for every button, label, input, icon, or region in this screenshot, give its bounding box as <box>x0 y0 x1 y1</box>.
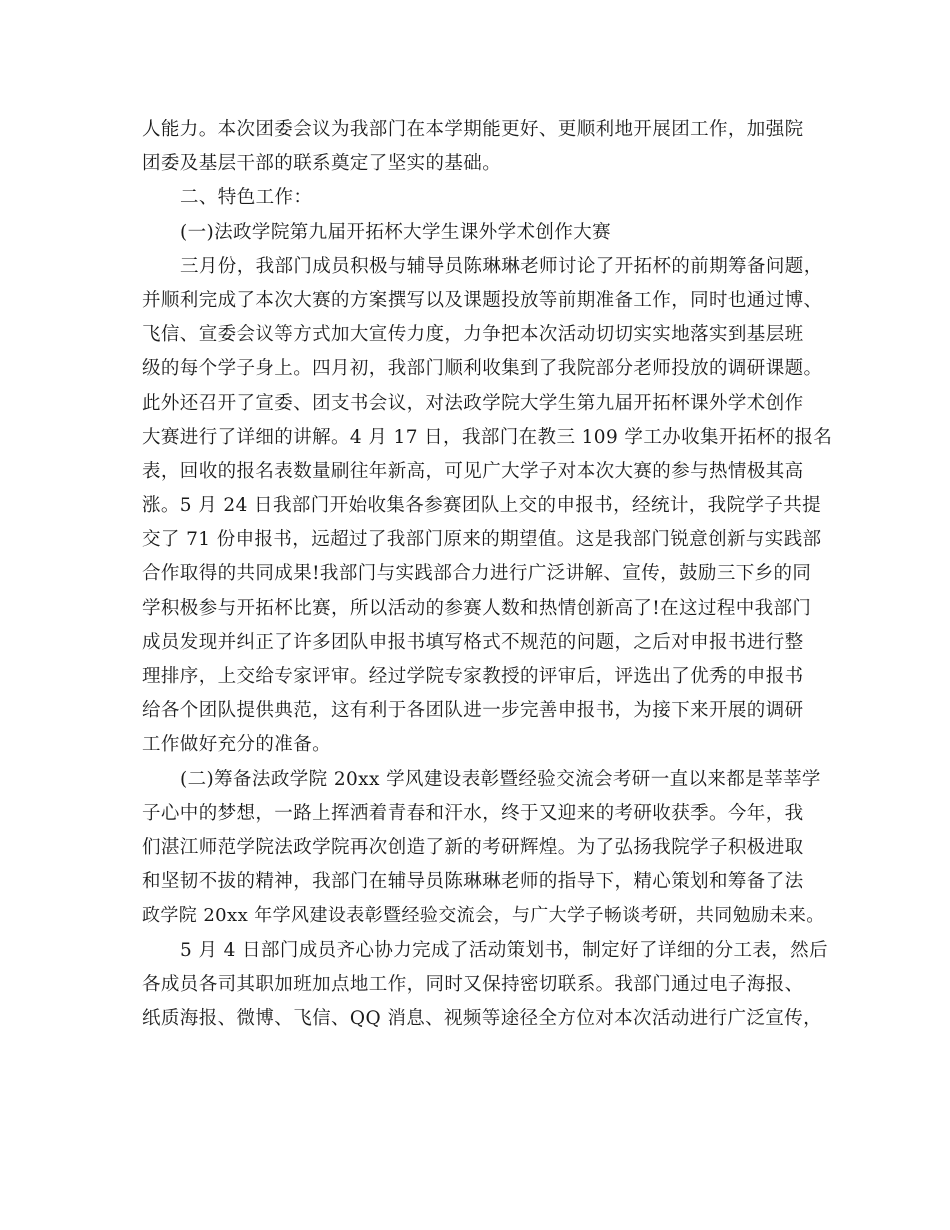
subsection-heading: (二)筹备法政学院 20xx 学风建设表彰暨经验交流会考研一直以来都是莘莘学 <box>180 768 821 790</box>
text-line: 飞信、宣委会议等方式加大宣传力度，力争把本次活动切切实实地落实到基层班 <box>142 324 804 346</box>
text-line: 交了 71 份申报书，远超过了我部门原来的期望值。这是我部门锐意创新与实践部 <box>142 529 822 551</box>
text-line: 给各个团队提供典范，这有利于各团队进一步完善申报书，为接下来开展的调研 <box>142 700 804 722</box>
text-line: 合作取得的共同成果!我部门与实践部合力进行广泛讲解、宣传，鼓励三下乡的同 <box>142 563 812 585</box>
text-line: 5 月 4 日部门成员齐心协力完成了活动策划书，制定好了详细的分工表，然后 <box>180 939 828 961</box>
text-line: 三月份，我部门成员积极与辅导员陈琳琳老师讨论了开拓杯的前期筹备问题， <box>180 255 823 277</box>
text-line: 学积极参与开拓杯比赛，所以活动的参赛人数和热情创新高了!在这过程中我部门 <box>142 597 812 619</box>
text-line: 级的每个学子身上。四月初，我部门顺利收集到了我院部分老师投放的调研课题。 <box>142 358 823 380</box>
text-line: 此外还召开了宣委、团支书会议，对法政学院大学生第九届开拓杯课外学术创作 <box>142 392 804 414</box>
text-line: 和坚韧不拔的精神，我部门在辅导员陈琳琳老师的指导下，精心策划和筹备了法 <box>142 871 804 893</box>
text-line: 政学院 20xx 年学风建设表彰暨经验交流会，与广大学子畅谈考研，共同勉励未来。 <box>142 905 825 927</box>
text-line: 纸质海报、微博、飞信、QQ 消息、视频等途径全方位对本次活动进行广泛宣传， <box>142 1007 823 1029</box>
text-line: 表，回收的报名表数量刷往年新高，可见广大学子对本次大赛的参与热情极其高 <box>142 460 804 482</box>
text-line: 人能力。本次团委会议为我部门在本学期能更好、更顺利地开展团工作，加强院 <box>142 119 804 140</box>
text-line: 各成员各司其职加班加点地工作，同时又保持密切联系。我部门通过电子海报、 <box>142 973 804 995</box>
document-body <box>142 113 832 1036</box>
text-line: 涨。5 月 24 日我部门开始收集各参赛团队上交的申报书，经统计，我院学子共提 <box>142 495 822 517</box>
section-heading: 二、特色工作： <box>180 187 313 209</box>
text-line: 工作做好充分的准备。 <box>142 734 332 756</box>
text-line: 团委及基层干部的联系奠定了坚实的基础。 <box>142 153 502 175</box>
text-line: 大赛进行了详细的讲解。4 月 17 日，我部门在教三 109 学工办收集开拓杯的报名 <box>142 426 833 448</box>
subsection-heading: (一)法政学院第九届开拓杯大学生课外学术创作大赛 <box>180 221 612 243</box>
text-line: 子心中的梦想，一路上挥洒着青春和汗水，终于又迎来的考研收获季。今年，我 <box>142 802 804 824</box>
text-line: 成员发现并纠正了许多团队申报书填写格式不规范的问题，之后对申报书进行整 <box>142 631 804 653</box>
text-line: 们湛江师范学院法政学院再次创造了新的考研辉煌。为了弘扬我院学子积极进取 <box>142 836 804 858</box>
text-line: 理排序，上交给专家评审。经过学院专家教授的评审后，评选出了优秀的申报书 <box>142 666 804 687</box>
text-line: 并顺利完成了本次大赛的方案撰写以及课题投放等前期准备工作，同时也通过博、 <box>142 289 823 311</box>
